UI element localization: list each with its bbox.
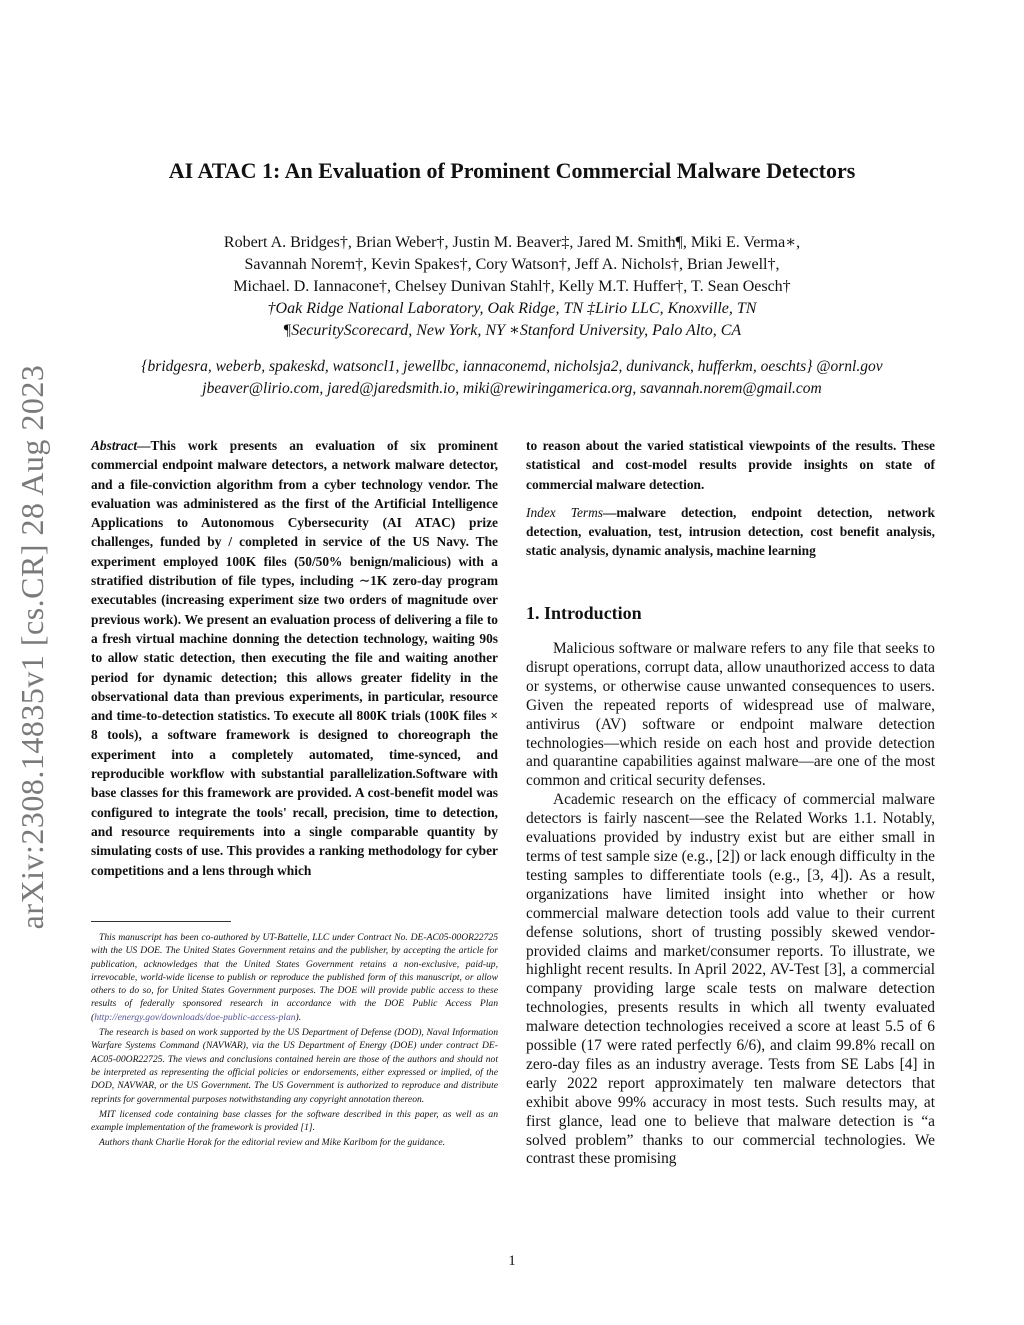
author-block [60, 232, 964, 342]
doe-access-plan-link[interactable]: http://energy.gov/downloads/doe-public-access-plan [94, 1011, 296, 1023]
arxiv-sidebar-stamp: arXiv:2308.14835v1 [cs.CR] 28 Aug 2023 [14, 364, 50, 930]
page-number: 1 [508, 1253, 516, 1269]
authors-line-1: Robert A. Bridges†, Brian Weber†, Justin M. Beaver‡, Jared M. Smith¶, Miki E. Verma∗, [223, 234, 801, 251]
footnotes [91, 931, 498, 1152]
footnote-license: MIT licensed code containing base classes for the software described in this paper, as well as an example implementation of the framework is provided [1]. [91, 1108, 498, 1134]
introduction-body [526, 640, 935, 1169]
footnote-funding: The research is based on work supported by the US Department of Defense (DOD), Naval Information Warfare Systems Command (NAVWAR), via the US Department of Energy (DOE) under contract DE-AC05-00OR22725. The views and conclusions contained herein are those of the authors and should not be interpreted as representing the official policies or endorsements, either expressed or implied, of the DOD, NAVWAR, or the US Government. The US Government is authorized to reproduce and distribute reprints for governmental purposes notwithstanding any copyright annotation thereon. [91, 1027, 498, 1105]
affiliations-line-2: ¶SecurityScorecard, New York, NY ∗Stanford University, Palo Alto, CA [282, 322, 742, 339]
authors-line-2: Savannah Norem†, Kevin Spakes†, Cory Watson†, Jeff A. Nichols†, Brian Jewell†, [244, 256, 780, 273]
index-terms-text: —malware detection, endpoint detection, network detection, evaluation, test, intrusion detection, cost benefit analysis, static analysis, dynamic analysis, machine learning [526, 504, 936, 559]
emails-line-1: {bridgesra, weberb, spakeskd, watsoncl1, jewellbc, iannaconemd, nicholsja2, dunivanck, hufferkm, oeschts} @ornl.gov [141, 358, 883, 375]
abstract [91, 436, 498, 880]
footnote-copyright: This manuscript has been co-authored by UT-Battelle, LLC under Contract No. DE-AC05-00OR22725 with the US DOE. The United States Government retains and the publisher, by accepting the article for publication, acknowledges that the United States Government retains a non-exclusive, paid-up, irrevocable, world-wide license to publish or reproduce the published form of this manuscript, or allow others to do so, for United States Government purposes. The DOE will provide public access to these results of federally sponsored research in accordance with the DOE Public Access Plan (http://energy.gov/downloads/doe-public-access-plan). [91, 932, 498, 1023]
email-block [60, 356, 964, 400]
paper-title: AI ATAC 1: An Evaluation of Prominent Commercial Malware Detectors [168, 158, 856, 183]
introduction-heading: 1. Introduction [526, 603, 642, 623]
footnote-divider [91, 921, 231, 922]
intro-paragraph-1: Malicious software or malware refers to any file that seeks to disrupt operations, corrupt data, allow unauthorized access to data or systems, or otherwise cause unwanted consequences to users. Given the repeated reports of widespread use of malware, antivirus (AV) software or endpoint malware detection technologies—which reside on each host and provide detection and quarantine capabilities against malware—are one of the most common and critical security defenses. [526, 640, 935, 790]
footnote-acknowledgment: Authors thank Charlie Horak for the editorial review and Mike Karlbom for the guidance. [99, 1137, 446, 1149]
abstract-label: Abstract— [91, 438, 151, 453]
index-terms-label: Index Terms [526, 504, 603, 520]
abstract-text: This work presents an evaluation of six prominent commercial endpoint malware detectors, a network malware detector, and a file-conviction algorithm from a cyber technology vendor. The evaluation was administered as the first of the Artificial Intelligence Applications to Autonomous Cybersecurity (AI ATAC) prize challenges, funded by / completed in service of the US Navy. The experiment employed 100K files (50/50% benign/malicious) with a stratified distribution of file types, including ∼1K zero-day program executables (increasing experiment size two orders of magnitude over previous work). We present an evaluation process of delivering a file to a fresh virtual machine donning the detection technology, waiting 90s to allow static detection, then executing the file and waiting another period for dynamic detection; this allows greater fidelity in the observational data than previous experiments, in particular, resource and time-to-detection statistics. To execute all 800K trials (100K files × 8 tools), a software framework is designed to choreograph the experiment into a completely automated, time-synced, and reproducible workflow with substantial parallelization.Software with base classes for this framework are provided. A cost-benefit model was configured to integrate the tools' recall, precision, time to detection, and resource requirements into a single comparable quantity by simulating costs of use. This provides a ranking methodology for cyber competitions and a lens through which [91, 438, 498, 878]
left-column [91, 436, 498, 880]
intro-paragraph-2: Academic research on the efficacy of commercial malware detectors is fairly nascent—see the Related Works 1.1. Notably, evaluations provided by industry exist but are either small in terms of test sample size (e.g., [2]) or lack enough difficulty in the testing samples to differentiate tools (e.g., [3, 4]). As a result, organizations have limited insight into whether or how commercial malware detection tools add value to their current defense solutions, short of trusting possibly skewed vendor-provided claims and market/consumer reports. To illustrate, we highlight recent results. In April 2022, AV-Test [3], a commercial company providing large scale tests on malware detection technologies, presents results in which all twenty evaluated malware detection technologies received a score at least 5.5 of 6 possible (17 were rated perfectly 6/6), and claim 99.8% recall on zero-day files as an industry average. Tests from SE Labs [4] in early 2022 report approximately ten malware detectors that exhibit above 99% accuracy in most tests. Such results may, at first glance, lead one to believe that malware detection is “a solved problem” thanks to our commercial technologies. We contrast these promising [526, 791, 935, 1168]
affiliations-line-1: †Oak Ridge National Laboratory, Oak Ridge, TN ‡Lirio LLC, Knoxville, TN [267, 300, 757, 317]
emails-line-2: jbeaver@lirio.com, jared@jaredsmith.io, miki@rewiringamerica.org, savannah.norem@gmail.com [202, 380, 822, 397]
index-terms [526, 503, 935, 561]
authors-line-3: Michael. D. Iannacone†, Chelsey Dunivan Stahl†, Kelly M.T. Huffer†, T. Sean Oesch† [233, 278, 791, 295]
abstract-continued: to reason about the varied statistical viewpoints of the results. These statistical and cost-model results provide insights on state of commercial malware detection. [526, 438, 935, 492]
right-column-top [526, 436, 935, 561]
